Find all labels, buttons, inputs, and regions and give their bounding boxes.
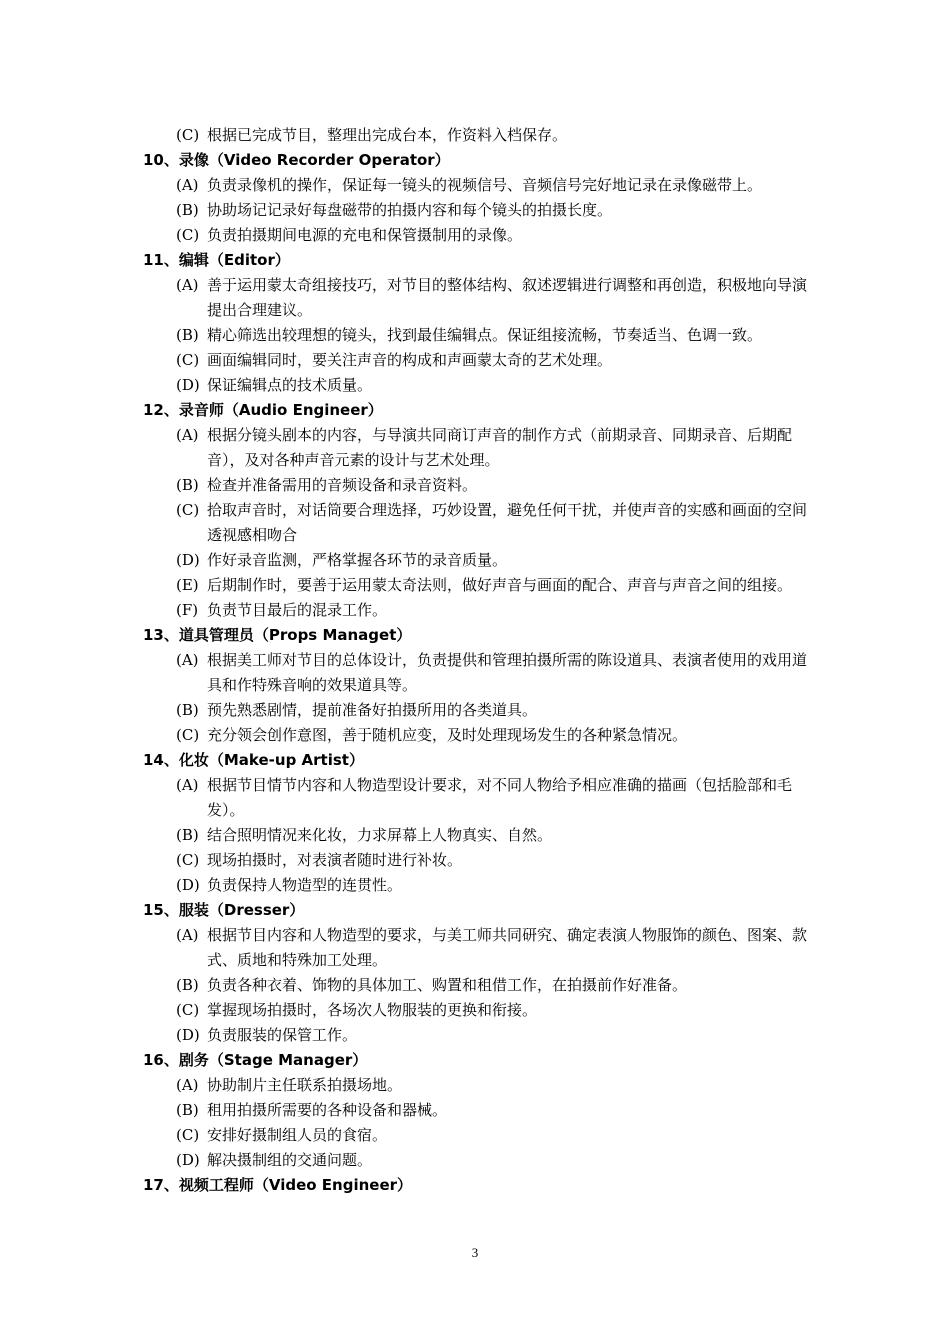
list-item	[143, 373, 813, 398]
item-text: 画面编辑同时，要关注声音的构成和声画蒙太奇的艺术处理。	[207, 351, 613, 369]
item-text: 根据节目情节内容和人物造型设计要求，对不同人物给予相应准确的描画（包括脸部和毛发）。	[207, 776, 793, 819]
item-text: 负责服装的保管工作。	[207, 1026, 358, 1044]
item-marker: (C)	[176, 226, 200, 244]
item-marker: (D)	[176, 876, 200, 894]
list-item	[143, 773, 813, 823]
list-item	[143, 598, 813, 623]
list-item	[143, 873, 813, 898]
item-text: 现场拍摄时，对表演者随时进行补妆。	[207, 851, 463, 869]
list-item	[143, 973, 813, 998]
list-item	[143, 123, 813, 148]
page-number: 3	[471, 1245, 479, 1260]
list-item	[143, 1098, 813, 1123]
item-marker: (A)	[176, 776, 199, 794]
section-heading: 15、服装（Dresser）	[143, 901, 305, 919]
section-heading: 12、录音师（Audio Engineer）	[143, 401, 383, 419]
list-item	[143, 1123, 813, 1148]
item-marker: (E)	[176, 576, 199, 594]
list-item	[143, 823, 813, 848]
item-marker: (C)	[176, 851, 200, 869]
list-item	[143, 348, 813, 373]
item-text: 根据节目内容和人物造型的要求，与美工师共同研究、确定表演人物服饰的颜色、图案、款式、质地和特殊加工处理。	[207, 926, 808, 969]
item-marker: (A)	[176, 276, 199, 294]
item-marker: (B)	[176, 1101, 199, 1119]
item-marker: (A)	[176, 426, 199, 444]
section-heading: 16、剧务（Stage Manager）	[143, 1051, 368, 1069]
item-text: 根据美工师对节目的总体设计，负责提供和管理拍摄所需的陈设道具、表演者使用的戏用道具和作特殊音响的效果道具等。	[207, 651, 808, 694]
section-heading: 11、编辑（Editor）	[143, 251, 290, 269]
list-item	[143, 848, 813, 873]
item-text: 负责各种衣着、饰物的具体加工、购置和租借工作，在拍摄前作好准备。	[207, 976, 688, 994]
item-marker: (D)	[176, 551, 200, 569]
item-text: 善于运用蒙太奇组接技巧，对节目的整体结构、叙述逻辑进行调整和再创造，积极地向导演提出合理建议。	[207, 276, 808, 319]
list-item	[143, 1023, 813, 1048]
item-marker: (B)	[176, 976, 199, 994]
item-text: 解决摄制组的交通问题。	[207, 1151, 373, 1169]
item-marker: (B)	[176, 826, 199, 844]
item-marker: (A)	[176, 1076, 199, 1094]
item-marker: (C)	[176, 501, 200, 519]
item-text: 协助场记记录好每盘磁带的拍摄内容和每个镜头的拍摄长度。	[207, 201, 613, 219]
list-item	[143, 698, 813, 723]
item-text: 负责录像机的操作，保证每一镜头的视频信号、音频信号完好地记录在录像磁带上。	[207, 176, 763, 194]
item-text: 精心筛选出较理想的镜头，找到最佳编辑点。保证组接流畅，节奏适当、色调一致。	[207, 326, 763, 344]
item-marker: (A)	[176, 176, 199, 194]
section	[143, 123, 813, 148]
item-text: 充分领会创作意图，善于随机应变，及时处理现场发生的各种紧急情况。	[207, 726, 688, 744]
item-text: 负责节目最后的混录工作。	[207, 601, 388, 619]
list-item	[143, 198, 813, 223]
item-marker: (C)	[176, 126, 200, 144]
section-heading: 14、化妆（Make-up Artist）	[143, 751, 364, 769]
item-marker: (C)	[176, 1001, 200, 1019]
item-marker: (A)	[176, 651, 199, 669]
list-item	[143, 1148, 813, 1173]
item-text: 协助制片主任联系拍摄场地。	[207, 1076, 403, 1094]
item-text: 检查并准备需用的音频设备和录音资料。	[207, 476, 478, 494]
section	[143, 398, 813, 623]
item-text: 负责保持人物造型的连贯性。	[207, 876, 403, 894]
item-marker: (D)	[176, 376, 200, 394]
item-text: 租用拍摄所需要的各种设备和器械。	[207, 1101, 448, 1119]
section-heading: 13、道具管理员（Props Managet）	[143, 626, 412, 644]
item-marker: (B)	[176, 701, 199, 719]
section	[143, 1048, 813, 1173]
section-heading: 10、录像（Video Recorder Operator）	[143, 151, 450, 169]
item-text: 预先熟悉剧情，提前准备好拍摄所用的各类道具。	[207, 701, 538, 719]
list-item	[143, 423, 813, 473]
item-marker: (C)	[176, 351, 200, 369]
item-text: 根据已完成节目，整理出完成台本，作资料入档保存。	[207, 126, 568, 144]
item-marker: (C)	[176, 726, 200, 744]
item-marker: (A)	[176, 926, 199, 944]
item-text: 根据分镜头剧本的内容，与导演共同商订声音的制作方式（前期录音、同期录音、后期配音），及对各种声音元素的设计与艺术处理。	[207, 426, 793, 469]
section	[143, 248, 813, 398]
list-item	[143, 1073, 813, 1098]
list-item	[143, 173, 813, 198]
section	[143, 148, 813, 248]
item-text: 作好录音监测，严格掌握各环节的录音质量。	[207, 551, 508, 569]
item-marker: (D)	[176, 1151, 200, 1169]
item-text: 拾取声音时，对话筒要合理选择，巧妙设置，避免任何干扰，并使声音的实感和画面的空间透视感相吻合	[207, 501, 808, 544]
list-item	[143, 548, 813, 573]
item-text: 掌握现场拍摄时，各场次人物服装的更换和衔接。	[207, 1001, 538, 1019]
section	[143, 623, 813, 748]
item-text: 负责拍摄期间电源的充电和保管摄制用的录像。	[207, 226, 523, 244]
item-marker: (B)	[176, 326, 199, 344]
item-text: 安排好摄制组人员的食宿。	[207, 1126, 388, 1144]
item-text: 结合照明情况来化妆，力求屏幕上人物真实、自然。	[207, 826, 553, 844]
list-item	[143, 648, 813, 698]
list-item	[143, 573, 813, 598]
list-item	[143, 998, 813, 1023]
item-text: 后期制作时，要善于运用蒙太奇法则，做好声音与画面的配合、声音与声音之间的组接。	[207, 576, 793, 594]
list-item	[143, 723, 813, 748]
item-marker: (B)	[176, 201, 199, 219]
item-text: 保证编辑点的技术质量。	[207, 376, 373, 394]
section	[143, 898, 813, 1048]
list-item	[143, 498, 813, 548]
section	[143, 1173, 813, 1198]
item-marker: (B)	[176, 476, 199, 494]
item-marker: (C)	[176, 1126, 200, 1144]
document-body	[143, 123, 813, 1198]
section-heading: 17、视频工程师（Video Engineer）	[143, 1176, 413, 1194]
item-marker: (D)	[176, 1026, 200, 1044]
list-item	[143, 223, 813, 248]
section	[143, 748, 813, 898]
item-marker: (F)	[176, 601, 199, 619]
list-item	[143, 473, 813, 498]
list-item	[143, 323, 813, 348]
list-item	[143, 273, 813, 323]
list-item	[143, 923, 813, 973]
